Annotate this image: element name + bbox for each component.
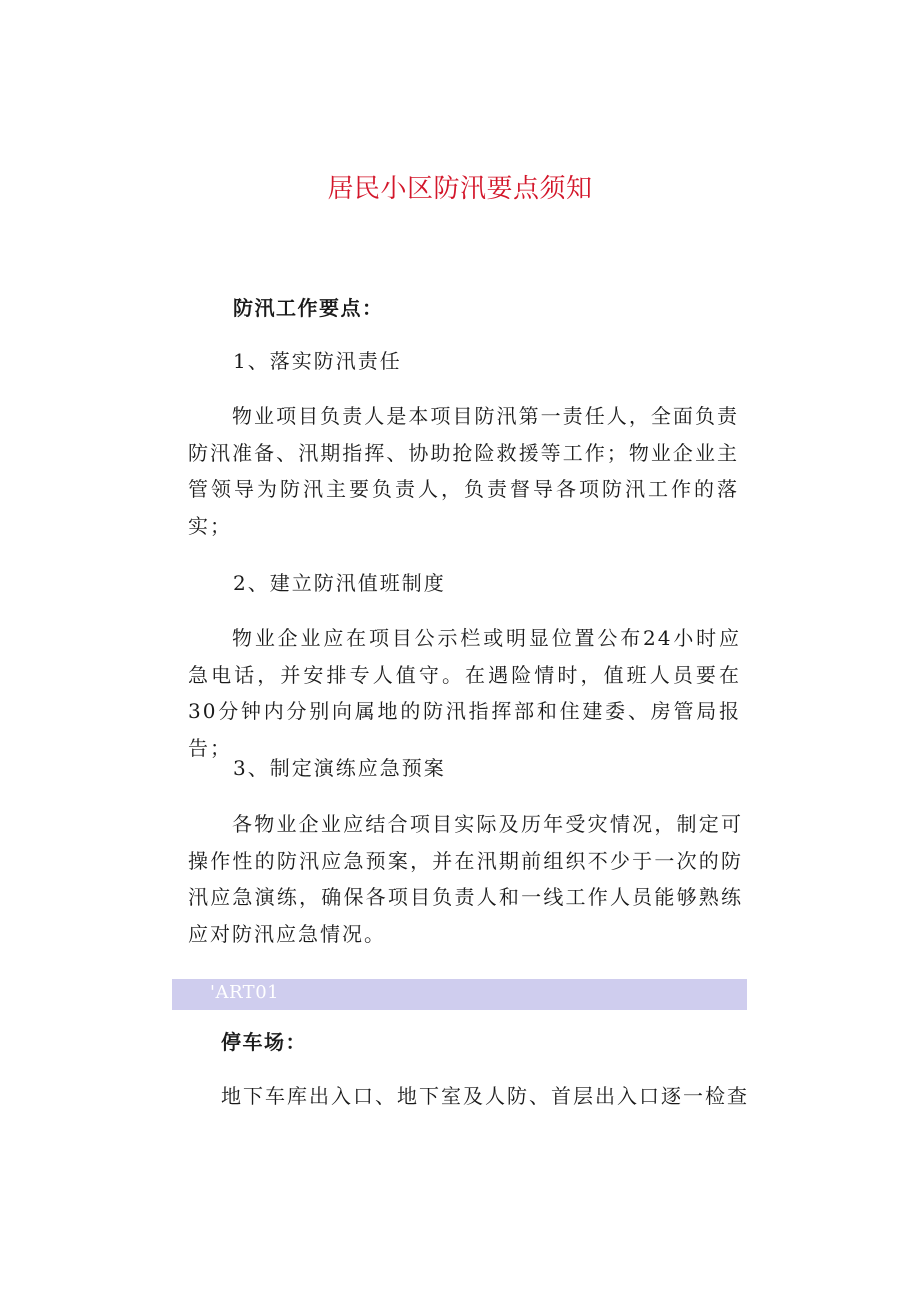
item3-heading: 3、制定演练应急预案 <box>233 756 446 780</box>
item2-paragraph: 物业企业应在项目公示栏或明显位置公布24小时应急电话，并安排专人值守。在遇险情时，值班人员要在30分钟内分别向属地的防汛指挥部和住建委、房管局报告； <box>188 626 741 760</box>
section2-paragraph: 地下车库出入口、地下室及人防、首层出入口逐一检查 <box>221 1084 749 1108</box>
item1-heading: 1、落实防汛责任 <box>233 349 402 373</box>
section1-heading: 防汛工作要点： <box>233 296 384 320</box>
page-title: 居民小区防汛要点须知 <box>327 174 593 204</box>
section2-heading: 停车场： <box>221 1030 307 1054</box>
part-banner <box>172 979 747 1010</box>
item2-heading: 2、建立防汛值班制度 <box>233 571 446 595</box>
part-label: 'ART01 <box>210 982 280 1003</box>
item1-paragraph: 物业项目负责人是本项目防汛第一责任人，全面负责防汛准备、汛期指挥、协助抢险救援等工作；物业企业主管领导为防汛主要负责人，负责督导各项防汛工作的落实； <box>188 404 739 538</box>
item3-paragraph: 各物业企业应结合项目实际及历年受灾情况，制定可操作性的防汛应急预案，并在汛期前组织不少于一次的防汛应急演练，确保各项目负责人和一线工作人员能够熟练应对防汛应急情况。 <box>188 812 743 946</box>
